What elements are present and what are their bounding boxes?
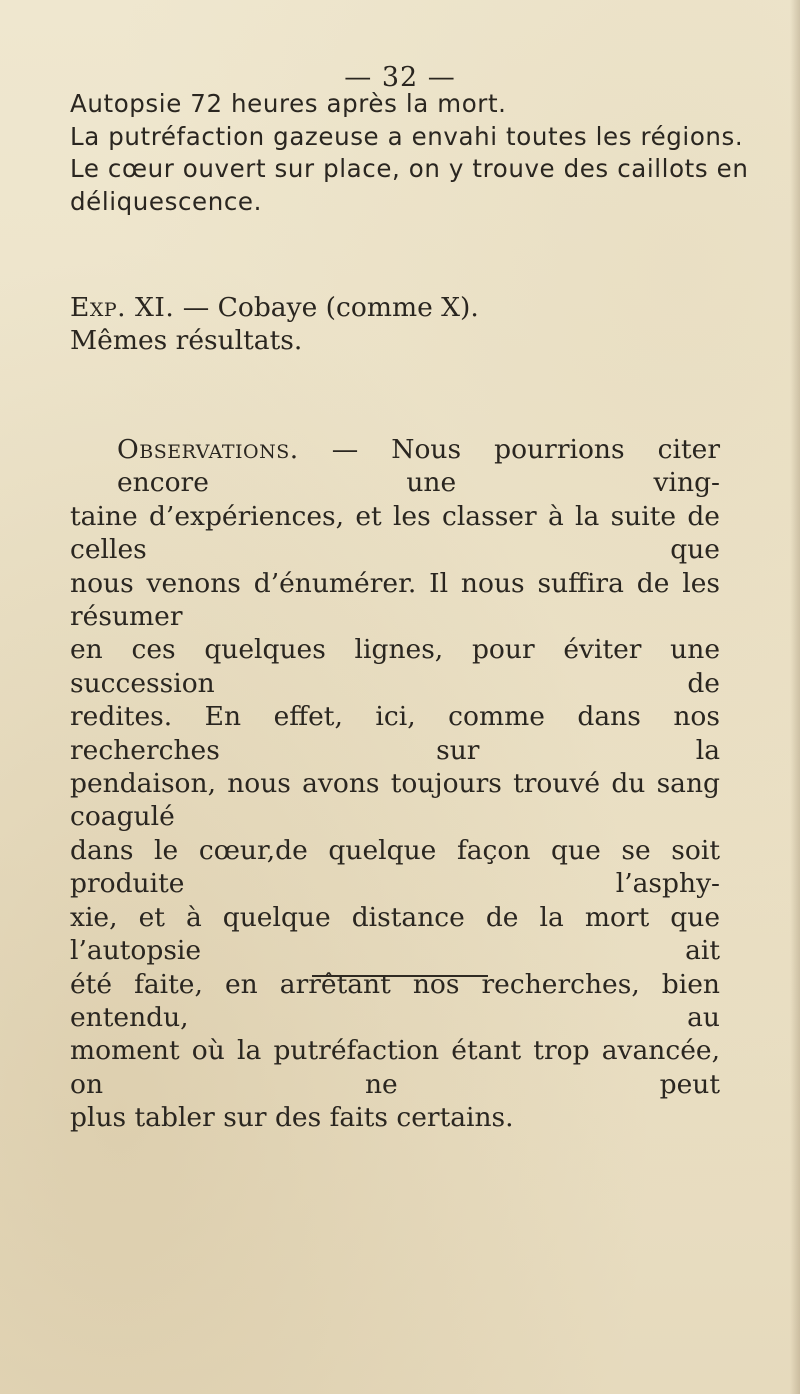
observations-line: nous venons d’énumérer. Il nous suffira de les résumer bbox=[70, 567, 720, 633]
observations-line: dans le cœur,de quelque façon que se soit produite l’asphy- bbox=[70, 834, 720, 900]
observations-line: pendaison, nous avons toujours trouvé du sang coagulé bbox=[70, 768, 720, 833]
observations-line: redites. En effet, ici, comme dans nos recherches sur la bbox=[70, 701, 720, 766]
experience-label: Exp. XI. bbox=[70, 292, 175, 323]
autopsie-line: déliquescence. bbox=[70, 186, 262, 216]
observations-line: xie, et à quelque distance de la mort que l’autopsie ait bbox=[70, 901, 720, 967]
autopsie-line: Le cœur ouvert sur place, on y trouve des caillots en bbox=[70, 154, 749, 183]
observations-line: taine d’expériences, et les classer à la suite de celles que bbox=[70, 500, 720, 566]
page-edge-shadow bbox=[790, 0, 800, 1394]
observations-line: été faite, en arrêtant nos recherches, bien entendu, au bbox=[70, 968, 720, 1033]
page-number: — 32 — bbox=[344, 62, 456, 93]
observations-last-line: plus tabler sur des faits certains. bbox=[70, 1102, 514, 1134]
observations-line: en ces quelques lignes, pour éviter une succession de bbox=[70, 634, 720, 699]
observations-label: Observations. bbox=[117, 434, 299, 465]
autopsie-line: Autopsie 72 heures après la mort. bbox=[70, 89, 507, 118]
experience-text: — Cobaye (comme X). bbox=[174, 292, 479, 323]
autopsie-paragraph bbox=[70, 88, 749, 218]
observations-line: moment où la putréfaction étant trop avancée, on ne peut bbox=[70, 1035, 720, 1100]
experience-result: Mêmes résultats. bbox=[70, 324, 303, 356]
section-divider bbox=[312, 975, 488, 977]
observations-first-line bbox=[70, 433, 720, 500]
observations-paragraph bbox=[70, 433, 720, 1135]
experience-paragraph bbox=[70, 292, 720, 357]
autopsie-line: La putréfaction gazeuse a envahi toutes les régions. bbox=[70, 121, 744, 151]
experience-heading bbox=[70, 292, 720, 325]
observations-first-text: — Nous pourrions citer encore une ving- bbox=[117, 434, 720, 499]
